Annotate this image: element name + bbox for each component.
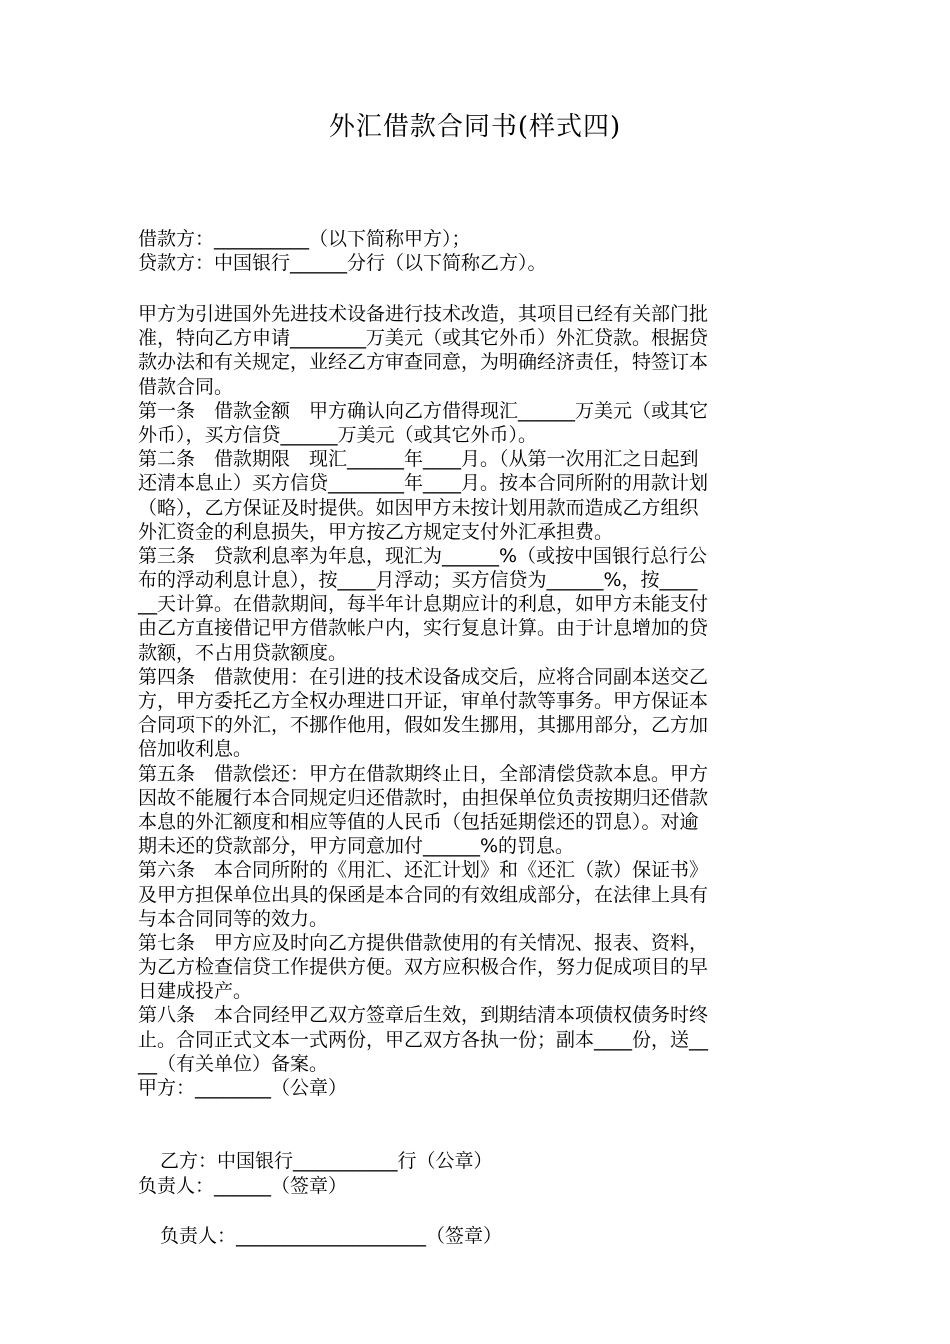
article-6-line: 及甲方担保单位出具的保函是本合同的有效组成部分，在法律上具有 bbox=[138, 883, 709, 906]
body-line: 甲方为引进国外先进技术设备进行技术改造，其项目已经有关部门批 bbox=[138, 303, 709, 325]
article-8-line: 第八条 本合同经甲乙双方签章后生效，到期结清本项债权债务时终 bbox=[138, 1004, 709, 1027]
article-2-line: 还清本息止）买方信贷________年____月。按本合同所附的用款计划 bbox=[138, 472, 709, 495]
article-4-line: 方，甲方委托乙方全权办理进口开证，审单付款等事务。甲方保证本 bbox=[138, 690, 709, 712]
article-8-line: 止。合同正式文本一式两份，甲乙双方各执一份；副本____份，送__ bbox=[138, 1028, 709, 1051]
article-5-line: 本息的外汇额度和相应等值的人民币（包括延期偿还的罚息）。对逾 bbox=[138, 810, 699, 833]
parties-block bbox=[138, 227, 818, 275]
article-4-line: 第四条 借款使用：在引进的技术设备成交后，应将合同副本送交乙 bbox=[138, 665, 709, 688]
article-6-line: 第六条 本合同所附的《用汇、还汇计划》和《还汇（款）保证书》 bbox=[138, 859, 709, 882]
contract-body bbox=[138, 302, 818, 1100]
article-3-line: __天计算。在借款期间，每半年计息期应计的利息，如甲方未能支付 bbox=[138, 593, 709, 616]
party-b-seal-line: 乙方：中国银行___________行（公章） bbox=[160, 1150, 493, 1172]
article-3-line: 第三条 贷款利息率为年息，现汇为______%（或按中国银行总行公 bbox=[138, 544, 708, 567]
article-7-line: 第七条 甲方应及时向乙方提供借款使用的有关情况、报表、资料， bbox=[138, 931, 709, 954]
document-title: 外汇借款合同书(样式四) bbox=[328, 112, 622, 142]
article-3-line: 款额，不占用贷款额度。 bbox=[138, 641, 348, 664]
article-2-line: 外汇资金的利息损失，甲方按乙方规定支付外汇承担费。 bbox=[138, 520, 614, 543]
article-2-line: 第二条 借款期限 现汇______年____月。（从第一次用汇之日起到 bbox=[138, 448, 699, 471]
article-6-line: 与本合同同等的效力。 bbox=[138, 907, 329, 930]
body-line: 款办法和有关规定，业经乙方审查同意，为明确经济责任，特签订本 bbox=[138, 351, 709, 374]
article-3-line: 由乙方直接借记甲方借款帐户内，实行复息计算。由于计息增加的贷 bbox=[138, 617, 709, 640]
responsible-person-line-2: 负责人：____________________（签章） bbox=[160, 1225, 503, 1247]
borrower-line: 借款方：__________（以下简称甲方）； bbox=[138, 228, 471, 250]
article-1-line: 第一条 借款金额 甲方确认向乙方借得现汇______万美元（或其它 bbox=[138, 399, 709, 422]
body-line: 准，特向乙方申请________万美元（或其它外币）外汇贷款。根据贷 bbox=[138, 327, 709, 350]
article-5-line: 因故不能履行本合同规定归还借款时，由担保单位负责按期归还借款 bbox=[138, 786, 709, 809]
responsible-person-line: 负责人：______（签章） bbox=[138, 1175, 348, 1197]
article-4-line: 倍加收利息。 bbox=[138, 738, 253, 761]
article-3-line: 布的浮动利息计息），按____月浮动；买方信贷为______%，按____ bbox=[138, 569, 698, 592]
article-7-line: 为乙方检查信贷工作提供方便。双方应积极合作，努力促成项目的早 bbox=[138, 956, 709, 979]
party-a-seal-line: 甲方：________（公章） bbox=[138, 1077, 348, 1099]
body-line: 借款合同。 bbox=[138, 375, 234, 398]
article-8-line: __（有关单位）备案。 bbox=[138, 1052, 329, 1075]
article-1-line: 外币），买方信贷______万美元（或其它外币）。 bbox=[138, 423, 538, 446]
article-2-line: （略），乙方保证及时提供。如因甲方未按计划用款而造成乙方组织 bbox=[138, 496, 699, 519]
article-4-line: 合同项下的外汇，不挪作他用，假如发生挪用，其挪用部分，乙方加 bbox=[138, 714, 709, 737]
article-5-line: 期未还的贷款部分，甲方同意加付______%的罚息。 bbox=[138, 835, 575, 858]
article-5-line: 第五条 借款偿还：甲方在借款期终止日，全部清偿贷款本息。甲方 bbox=[138, 762, 709, 785]
article-7-line: 日建成投产。 bbox=[138, 980, 253, 1003]
lender-line: 贷款方：中国银行______分行（以下简称乙方）。 bbox=[138, 252, 547, 275]
